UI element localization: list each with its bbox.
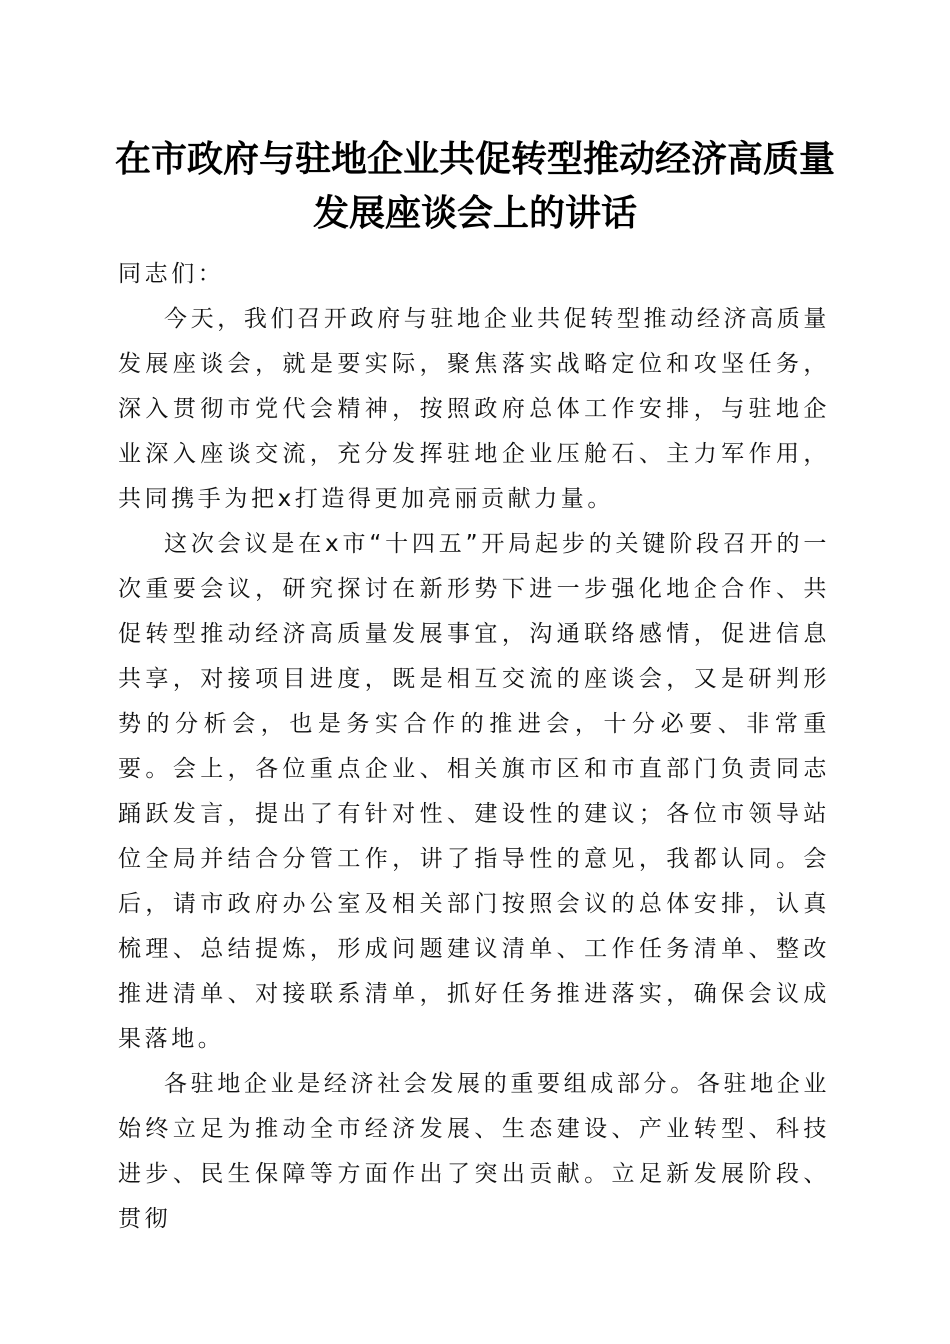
paragraph-1: 今天，我们召开政府与驻地企业共促转型推动经济高质量发展座谈会，就是要实际，聚焦落实战略定位和攻坚任务，深入贯彻市党代会精神，按照政府总体工作安排，与驻地企业深入座谈交流，充分发挥驻地企业压舱石、主力军作用，共同携手为把x打造得更加亮丽贡献力量。 — [118, 306, 830, 512]
paragraph-2: 这次会议是在x市“十四五”开局起步的关键阶段召开的一次重要会议，研究探讨在新形势下进一步强化地企合作、共促转型推动经济高质量发展事宜，沟通联络感情，促进信息共享，对接项目进度，既是相互交流的座谈会，又是研判形势的分析会，也是务实合作的推进会，十分必要、非常重要。会上，各位重点企业、相关旗市区和市直部门负责同志踊跃发言，提出了有针对性、建设性的建议；各位市领导站位全局并结合分管工作，讲了指导性的意见，我都认同。会后，请市政府办公室及相关部门按照会议的总体安排，认真梳理、总结提炼，形成问题建议清单、工作任务清单、整改推进清单、对接联系清单，抓好任务推进落实，确保会议成果落地。 — [118, 531, 830, 1052]
paragraph-3: 各驻地企业是经济社会发展的重要组成部分。各驻地企业始终立足为推动全市经济发展、生态建设、产业转型、科技进步、民生保障等方面作出了突出贡献。立足新发展阶段、贯彻 — [118, 1071, 830, 1232]
salutation: 同志们： — [118, 261, 225, 287]
title-line-2: 发展座谈会上的讲话 — [312, 192, 637, 234]
document-body — [118, 252, 830, 1242]
document-title — [100, 132, 850, 240]
title-line-1: 在市政府与驻地企业共促转型推动经济高质量 — [114, 138, 835, 180]
